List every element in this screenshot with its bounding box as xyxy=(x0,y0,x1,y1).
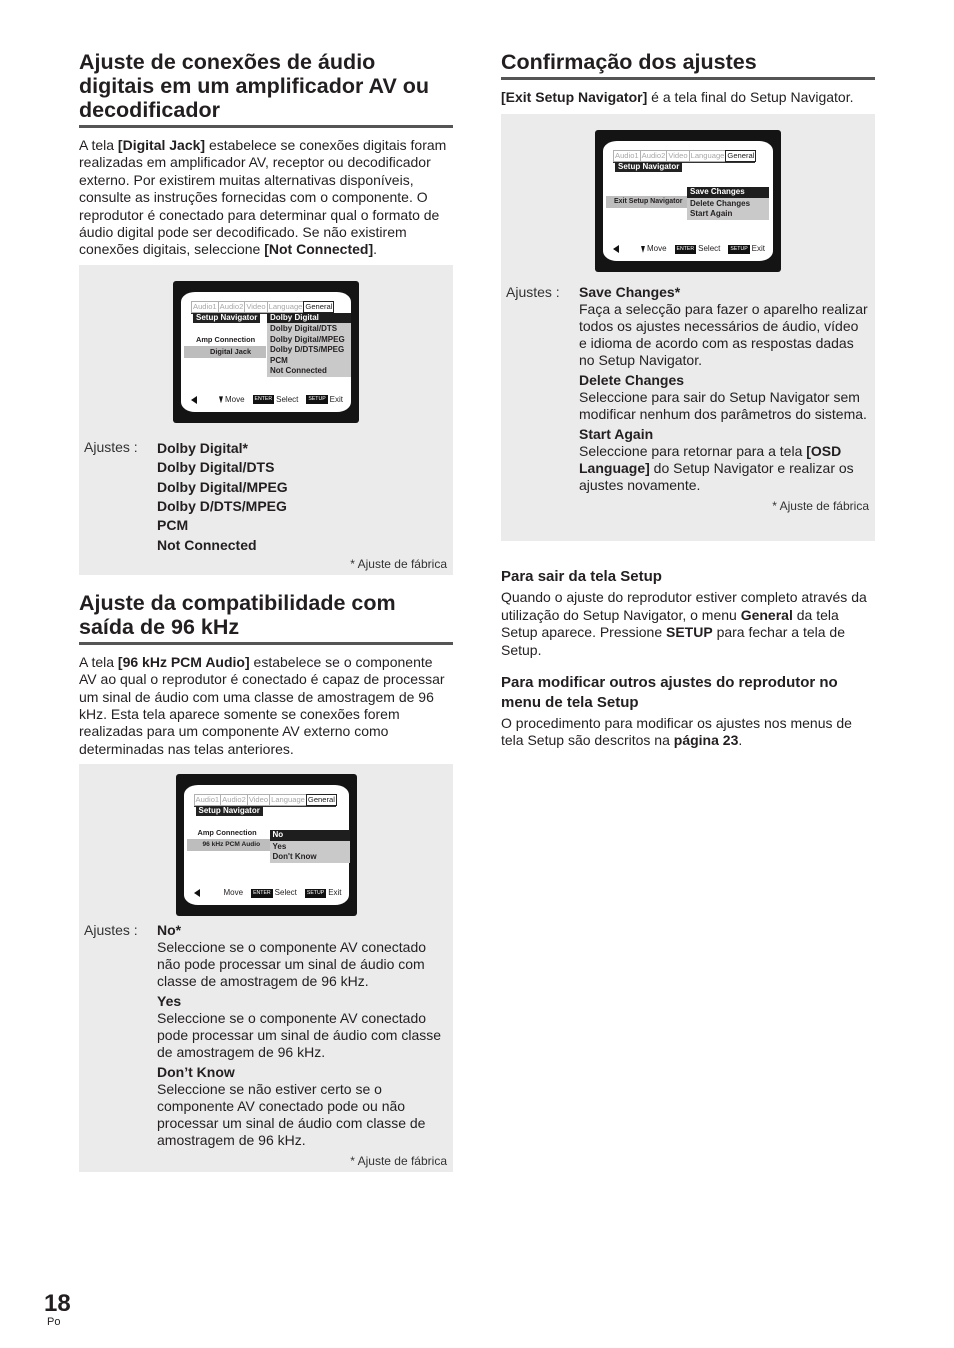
osd-footer: Move ENTER Select SETUP Exit xyxy=(613,244,765,254)
option: Dolby Digital/MPEG xyxy=(270,334,345,344)
setting-item: Start Again xyxy=(579,426,654,443)
tab-audio2: Audio2 xyxy=(222,795,246,805)
osd-footer: Move ENTER Select SETUP Exit xyxy=(191,395,343,405)
setting-item: Delete Changes xyxy=(579,372,685,389)
exit-options xyxy=(687,187,769,220)
exit-setup-text: Quando o ajuste do reprodutor estiver completo através da utilização do Setup Navigator, o menu General da tela Setup aparece. Pressione SETUP para fechar a tela de Setup. xyxy=(501,589,867,658)
digital-jack-label: Digital Jack xyxy=(184,346,266,358)
option-selected: Dolby Digital xyxy=(267,313,351,324)
settings-key: Ajustes : xyxy=(506,284,560,301)
tab-audio1: Audio1 xyxy=(193,301,217,311)
tab-audio2: Audio2 xyxy=(219,301,244,311)
section-title-modify-settings: Para modificar outros ajustes do reprodutor no menu de tela Setup xyxy=(501,674,838,712)
osd-screen xyxy=(181,292,351,412)
setting-desc: Seleccione se o componente AV conectado pode processar um sinal de áudio com classe de amostragem de 96 kHz. xyxy=(157,1010,442,1061)
setting-item: PCM xyxy=(157,517,189,534)
tv-screen-exit xyxy=(595,130,781,272)
setup-navigator-label: Setup Navigator xyxy=(193,313,260,323)
option: Start Again xyxy=(690,209,733,219)
tab-video: Video xyxy=(246,301,266,311)
back-arrow-icon xyxy=(191,396,197,404)
section-title-digital-audio: Ajuste de conexões de áudio digitais em um amplificador AV ou decodificador xyxy=(79,50,453,128)
back-arrow-icon xyxy=(613,245,619,253)
confirm-settings xyxy=(501,284,875,497)
left-column xyxy=(79,50,453,1172)
setting-item: Dolby D/DTS/MPEG xyxy=(157,498,287,515)
setting-item: Dolby Digital/MPEG xyxy=(157,478,288,495)
modify-settings-text: O procedimento para modificar os ajustes nos menus de tela Setup são descritos na página 23. xyxy=(501,715,852,749)
96khz-settings xyxy=(79,922,453,1152)
settings-values xyxy=(157,922,448,1152)
tab-audio2: Audio2 xyxy=(641,151,666,161)
96khz-intro: A tela [96 kHz PCM Audio] estabelece se o componente AV ao qual o reprodutor é conectado é capaz de processar um sinal de áudio com uma classe de amostragem de 96 kHz. Esta tela aparece somente se conexões forem realizadas para um componente AV externo como determinadas nas telas anteriores. xyxy=(79,653,445,757)
option: PCM xyxy=(270,355,288,365)
tv-screen-96khz xyxy=(176,774,357,916)
tv-screen-digital-jack xyxy=(173,281,359,423)
tab-video: Video xyxy=(248,795,269,805)
confirm-box xyxy=(501,114,875,541)
section-title-exit-setup: Para sair da tela Setup xyxy=(501,568,662,586)
tab-language: Language xyxy=(271,795,305,805)
setting-item: Yes xyxy=(157,993,182,1010)
setting-desc: Faça a selecção para fazer o aparelho realizar todos os ajustes necessários de áudio, vídeo e idioma de acordo com as respostas dadas no Setup Navigator. xyxy=(579,301,868,369)
setting-item: Not Connected xyxy=(157,536,257,553)
tab-general: General xyxy=(727,151,755,161)
tab-language: Language xyxy=(268,301,303,311)
setting-desc: Seleccione se o componente AV conectado não pode processar um sinal de áudio com classe de amostragem de 96 kHz. xyxy=(157,939,427,990)
factory-note: * Ajuste de fábrica xyxy=(772,499,869,514)
page-language: Po xyxy=(47,1316,61,1328)
tab-general: General xyxy=(307,795,335,805)
tab-audio1: Audio1 xyxy=(195,795,220,805)
section-title-96khz: Ajuste da compatibilidade com saída de 96 kHz xyxy=(79,591,453,645)
settings-key: Ajustes : xyxy=(84,438,138,455)
section-title-confirm: Confirmação dos ajustes xyxy=(501,50,875,80)
exit-setup-navigator-label: Exit Setup Navigator xyxy=(606,196,688,208)
osd-footer: Move ENTER Select SETUP Exit xyxy=(194,888,341,898)
option: Dolby Digital/DTS xyxy=(270,324,338,334)
enter-key-icon: ENTER xyxy=(676,245,695,252)
move-arrow-icon xyxy=(641,246,645,253)
option: Don't Know xyxy=(272,852,317,862)
96khz-box xyxy=(79,764,453,1172)
osd-screen xyxy=(184,785,349,905)
option: Dolby D/DTS/MPEG xyxy=(270,345,345,355)
option: Delete Changes xyxy=(690,198,751,208)
tab-general: General xyxy=(305,301,333,311)
factory-note: * Ajuste de fábrica xyxy=(350,1154,447,1169)
tab-audio1: Audio1 xyxy=(615,151,639,161)
option-selected: No xyxy=(270,830,350,841)
settings-key: Ajustes : xyxy=(84,922,138,939)
setting-item: Dolby Digital/DTS xyxy=(157,459,275,476)
setup-key-icon: SETUP xyxy=(308,396,326,403)
setting-desc: Seleccione para sair do Setup Navigator sem modificar nenhum dos parâmetros do sistema. xyxy=(579,389,867,423)
settings-values xyxy=(157,439,288,555)
setting-desc: Seleccione para retornar para a tela [OSD Language] do Setup Navigator e realizar os ajustes novamente. xyxy=(579,443,854,494)
option-selected: Save Changes xyxy=(687,187,769,198)
96khz-label: 96 kHz PCM Audio xyxy=(187,839,271,851)
setting-item: Save Changes* xyxy=(579,284,681,301)
digital-jack-box xyxy=(79,265,453,575)
factory-note: * Ajuste de fábrica xyxy=(350,557,447,572)
osd-screen xyxy=(603,141,773,261)
settings-values xyxy=(579,284,870,497)
setting-item: Don’t Know xyxy=(157,1064,235,1081)
digital-jack-options xyxy=(267,313,351,377)
digital-jack-settings xyxy=(79,439,453,555)
tab-language: Language xyxy=(690,151,725,161)
96khz-options xyxy=(270,830,350,863)
option: Not Connected xyxy=(270,366,327,376)
digital-jack-intro: A tela [Digital Jack] estabelece se conexões digitais foram realizadas em amplificador AV, receptor ou decodificador externo. Por existirem muitas alternativas disponíveis, consulte as instruções fornecidas com o componente. O reprodutor é conectado para determinar qual o formato de áudio digital pode ser decodificado. Se não existirem conexões digitais, seleccione [Not Connected]. xyxy=(79,137,447,258)
enter-key-icon: ENTER xyxy=(253,889,271,896)
back-arrow-icon xyxy=(194,889,200,897)
setup-navigator-label: Setup Navigator xyxy=(196,806,263,816)
setup-key-icon: SETUP xyxy=(730,245,748,252)
setup-navigator-label: Setup Navigator xyxy=(615,162,682,172)
right-column xyxy=(501,50,875,750)
setting-item: No* xyxy=(157,922,182,939)
page-number: 18 xyxy=(44,1290,71,1317)
option: Yes xyxy=(272,841,287,851)
setting-item: Dolby Digital* xyxy=(157,439,249,456)
setting-desc: Seleccione se não estiver certo se o componente AV conectado pode ou não processar um sinal de áudio com classe de amostragem de 96 kHz. xyxy=(157,1081,426,1149)
enter-key-icon: ENTER xyxy=(254,396,273,403)
amp-connection-label: Amp Connection xyxy=(197,828,257,838)
setup-key-icon: SETUP xyxy=(306,889,325,896)
move-arrow-icon xyxy=(219,396,223,403)
amp-connection-label: Amp Connection xyxy=(196,334,256,344)
confirm-intro: [Exit Setup Navigator] é a tela final do Setup Navigator. xyxy=(501,89,854,105)
tab-video: Video xyxy=(668,151,688,161)
